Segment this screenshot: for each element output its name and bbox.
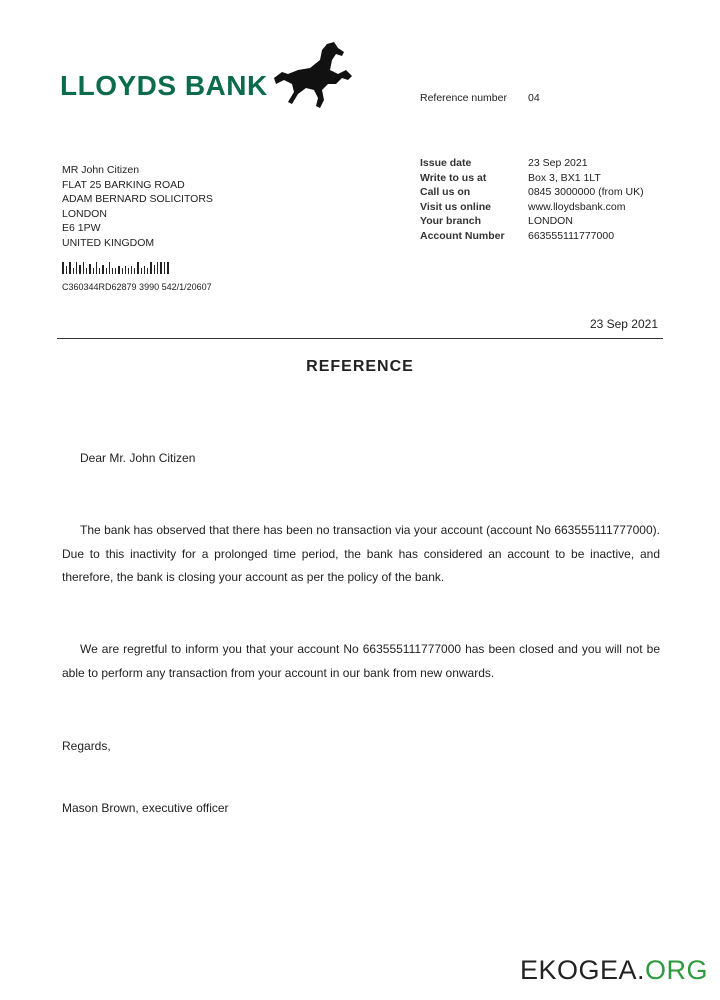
info-label: Write to us at: [420, 171, 487, 184]
address-line: MR John Citizen: [62, 164, 140, 176]
address-line: LONDON: [62, 207, 107, 220]
salutation: Dear Mr. John Citizen: [80, 451, 196, 465]
info-row: [420, 200, 644, 215]
address-line: FLAT 25 BARKING ROAD: [62, 178, 185, 191]
info-label: Call us on: [420, 186, 471, 199]
closing: Regards,: [62, 739, 111, 753]
watermark-main: EKOGEA.: [519, 955, 645, 985]
recipient-address: [62, 163, 213, 251]
watermark-suffix: ORG: [644, 955, 708, 985]
info-row: [420, 229, 644, 244]
letter-date: 23 Sep 2021: [589, 317, 658, 331]
letter-title: REFERENCE: [306, 358, 414, 375]
info-row: [420, 214, 644, 229]
reference-value: 04: [528, 92, 540, 104]
info-row: [420, 185, 644, 200]
info-label: Account Number: [420, 229, 505, 242]
info-value: 23 Sep 2021: [528, 157, 588, 169]
info-value: www.lloydsbank.com: [528, 200, 626, 213]
info-value: Box 3, BX1 1LT: [528, 171, 601, 184]
reference-label: Reference number: [420, 92, 507, 104]
address-line: E6 1PW: [62, 222, 101, 235]
info-label: Visit us online: [420, 200, 491, 213]
divider: [57, 338, 663, 339]
address-line: ADAM BERNARD SOLICITORS: [62, 193, 213, 206]
barcode-code: C360344RD62879 3990 542/1/20607: [62, 282, 212, 292]
info-row: [420, 156, 644, 171]
bank-logo-text: LLOYDS BANK: [60, 70, 268, 101]
account-info: [420, 156, 644, 244]
paragraph: We are regretful to inform you that your account No 663555111777000 has been closed and you will not be able to perform any transaction from your account in our bank from new onwards.: [62, 642, 660, 680]
signature: Mason Brown, executive officer: [62, 801, 229, 815]
info-label: Issue date: [420, 157, 472, 169]
barcode-icon: [62, 262, 180, 274]
info-value: 0845 3000000 (from UK): [528, 186, 644, 199]
black-horse-icon: [272, 40, 354, 110]
address-line: UNITED KINGDOM: [62, 236, 155, 249]
info-row: [420, 171, 644, 186]
watermark: [520, 955, 708, 986]
info-value: 663555111777000: [528, 229, 615, 242]
info-value: LONDON: [528, 215, 573, 228]
paragraph: The bank has observed that there has been no transaction via your account (account No 663555111777000). Due to this inactivity for a prolonged time period, the bank has considered an account to be inactive, and therefore, the bank is closing your account as per the policy of the bank.: [62, 523, 660, 584]
info-label: Your branch: [420, 215, 482, 228]
reference-number: [420, 92, 540, 104]
